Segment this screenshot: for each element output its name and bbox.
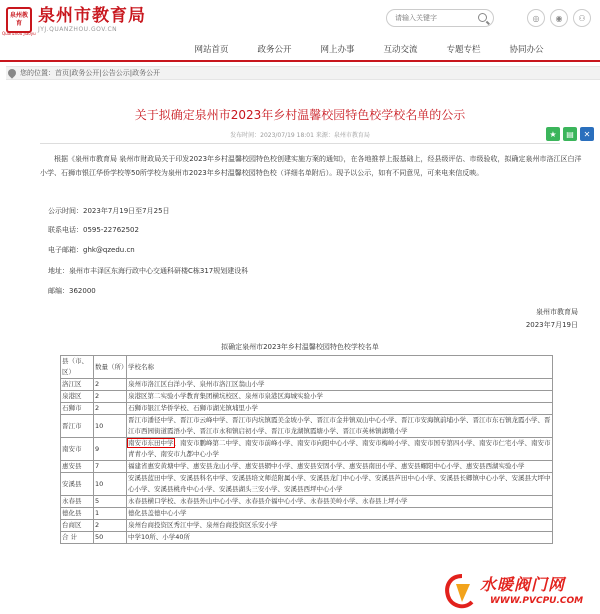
th-count: 数量（所） (94, 356, 127, 379)
weibo-icon[interactable]: ◎ (527, 9, 545, 27)
table-row: 泉港区 2 泉港区第二实验小学教育集团横坑校区、泉州市泉港区海城实验小学 (61, 391, 553, 403)
contact-email: 电子邮箱：ghk@qzedu.cn (48, 246, 135, 254)
highlighted-school: 南安市东田中学 (128, 439, 174, 447)
table-row: 台商区 2 泉州台商投资区秀江中学、泉州台商投资区乐安小学 (61, 520, 553, 532)
nav-gov-info[interactable]: 政务公开 (257, 45, 292, 55)
nav-home[interactable]: 网站首页 (194, 45, 229, 55)
main-nav (180, 43, 558, 55)
watermark (442, 572, 600, 614)
favorite-icon[interactable]: ★ (546, 127, 560, 141)
crumb-home[interactable]: 首页 (55, 69, 69, 77)
th-schools: 学校名称 (127, 356, 553, 379)
nav-online-service[interactable]: 网上办事 (320, 45, 355, 55)
contact-address: 地址：泉州市丰泽区东海行政中心交通科研楼C栋317规划建设科 (48, 267, 249, 275)
nav-special-topics[interactable]: 专题专栏 (446, 45, 481, 55)
watermark-brand: 水暖阀门网 (480, 575, 566, 594)
crumb-gov[interactable]: 政务公开 (71, 69, 100, 77)
close-icon[interactable]: ✕ (580, 127, 594, 141)
crumb-gov2[interactable]: 政务公开 (132, 69, 161, 77)
site-title: 泉州市教育局 (38, 6, 146, 26)
table-title: 拟确定泉州市2023年乡村温馨校园特色校学校名单 (221, 343, 379, 351)
wechat-icon[interactable]: ◉ (550, 9, 568, 27)
breadcrumb: 您的位置： 首页 | 政务公开 | 公告公示 | 政务公开 (6, 66, 600, 80)
contact-phone: 联系电话：0595-22762502 (48, 226, 139, 234)
site-logo[interactable] (6, 6, 146, 33)
search-input[interactable] (395, 14, 475, 22)
table-row: 永春县 5 永春县横口学校、永春县外山中心小学、永春县介福中心小学、永春县美岭小学、永春县上坪小学 (61, 496, 553, 508)
sign-org: 泉州市教育局 (536, 308, 578, 316)
table-row: 惠安县 7 福建省惠安黄塘中学、惠安县龙山小学、惠安县辋中小学、惠安县安固小学、惠安县南田小学、惠安县螺阳中心小学、惠安县西湖实验小学 (61, 461, 553, 473)
user-icon[interactable]: ⚇ (573, 9, 591, 27)
article-title: 关于拟确定泉州市2023年乡村温馨校园特色校学校名单的公示 (134, 108, 466, 122)
search-icon[interactable] (478, 13, 487, 22)
table-row: 晋江市 10 晋江市潘径中学、晋江市云峰中学、晋江市内坑镇霞美金坡小学、晋江市金井镇双山中心小学、晋江市安海镇前埔小学、晋江市东石镇龙霞小学、晋江市西园街道霞浯小学、晋江市永和镇启初小学、晋江市龙湖镇霞塘小学、晋江市英林镇湖墩小学 (61, 415, 553, 438)
nav-office[interactable]: 协同办公 (509, 45, 544, 55)
crumb-notice[interactable]: 公告公示 (101, 69, 130, 77)
table-row: 合 计 50 中学10所、小学40所 (61, 532, 553, 544)
watermark-url: WWW.PVCPU.COM (490, 596, 584, 606)
sign-date: 2023年7月19日 (525, 321, 578, 329)
notice-period: 公示时间：2023年7月19日至7月25日 (48, 207, 170, 215)
site-url: JYJ.QUANZHOU.GOV.CN (38, 26, 118, 33)
article-body (40, 152, 582, 329)
table-row: 南安市 9 南安市东田中学、南安市鹏峰第二中学、南安市前峰小学、南安市向阳中心小学、南安市梅岭小学、南安市国专第四小学、南安市仁宅小学、南安市青青小学、南安市九都中心小学 (61, 438, 553, 461)
article-meta: 发布时间：2023/07/19 18:01 来源：泉州市教育局 (230, 132, 370, 139)
table-row: 洛江区 2 泉州市洛江区白洋小学、泉州市洛江区翁山小学 (61, 379, 553, 391)
article-paragraph: 根据《泉州市教育局 泉州市财政局关于印发2023年乡村温馨校园特色校创建实施方案的通知》，在各地推荐上报基础上，经县级评估、市级验收，拟确定泉州市洛江区白洋小学、石狮市银江华侨学校等50所学校为泉州市2023年乡村温馨校园特色校（详细名单附后）。现予以公示，如有不同意见，可来电来信反映。 (40, 155, 582, 177)
th-county: 县（市、区） (61, 356, 94, 379)
table-row: 石狮市 2 石狮市银江华侨学校、石狮市湖光镇埔里小学 (61, 403, 553, 415)
postcode: 邮编：362000 (48, 287, 96, 295)
location-icon (6, 67, 17, 78)
school-list-table (60, 355, 553, 544)
seal-subtitle: Quanzhou Jiaoyu (2, 31, 36, 36)
search-box[interactable] (386, 9, 494, 27)
nav-divider (0, 60, 600, 62)
nav-interaction[interactable]: 互动交流 (383, 45, 418, 55)
table-row: 安溪县 10 安溪县蓝田中学、安溪县科名中学、安溪县培文师范附属小学、安溪县龙门中心小学、安溪县芦田中心小学、安溪县长卿镇中心小学、安溪县大坪中心小学、安溪县桃舟中心小学、安溪县湖头三安小学、安溪县西坪中心小学 (61, 473, 553, 496)
table-header-row (61, 356, 553, 379)
table-row: 德化县 1 德化县盖德中心小学 (61, 508, 553, 520)
logo-seal: 泉州教育 (6, 7, 32, 33)
print-icon[interactable]: ▤ (563, 127, 577, 141)
title-divider (40, 143, 560, 144)
watermark-logo-icon (442, 572, 482, 612)
